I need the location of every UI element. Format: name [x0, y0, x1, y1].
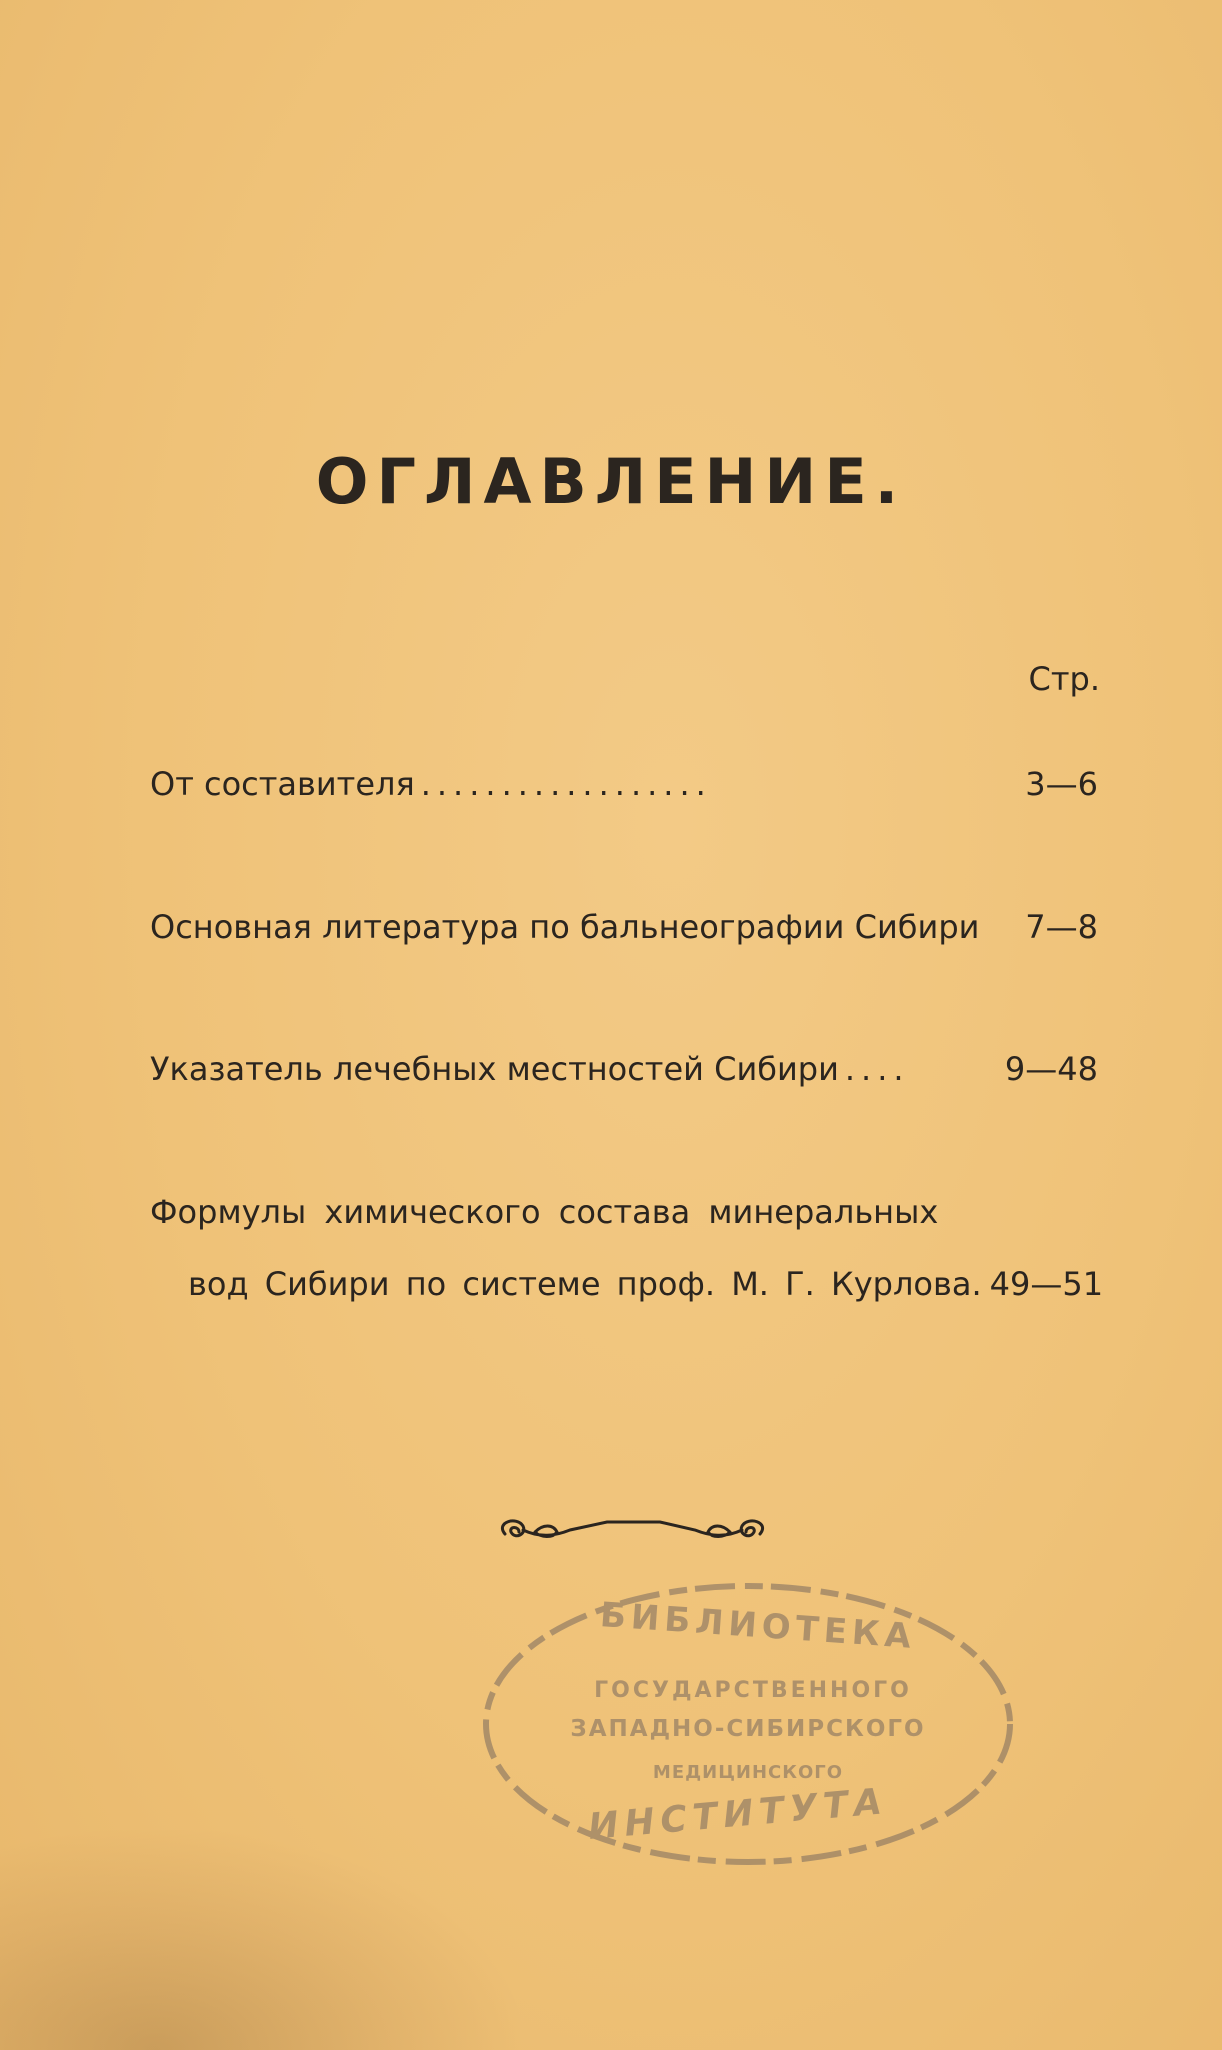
stamp-line: БИБЛИОТЕКА [598, 1595, 918, 1657]
toc-entry-title-line2: вод Сибири по системе проф. М. Г. Курлова. [188, 1265, 982, 1303]
stamp-line: ГОСУДАРСТВЕННОГО [594, 1678, 912, 1703]
toc-entry [150, 1193, 1098, 1231]
paper-stain [0, 1830, 520, 2050]
toc-entry-title: Основная литература по бальнеографии Сибири [150, 908, 980, 946]
toc-entry-title: От составителя [150, 765, 415, 803]
toc-entry-pages: 49—51 [989, 1265, 1104, 1303]
page-title: ОГЛАВЛЕНИЕ. [315, 445, 907, 518]
toc-leader: .... [844, 1050, 910, 1088]
toc-entry-pages: 3—6 [1025, 765, 1098, 803]
page-column-label: Стр. [1028, 660, 1100, 698]
ornament-divider-icon [495, 1512, 770, 1552]
stamp-line: ЗАПАДНО-СИБИРСКОГО [570, 1716, 926, 1742]
stamp-line: ИНСТИТУТА [586, 1781, 890, 1848]
toc-entry-continuation [188, 1265, 1104, 1303]
toc-entry-title-line1: Формулы химического состава минеральных [150, 1193, 939, 1231]
toc-entry-pages: 7—8 [1025, 908, 1098, 946]
library-stamp [478, 1578, 1018, 1870]
toc-entry-pages: 9—48 [1004, 1050, 1098, 1088]
stamp-line: МЕДИЦИНСКОГО [652, 1762, 844, 1783]
toc-entry [150, 765, 1098, 803]
toc-entry [150, 1050, 1098, 1088]
toc-leader: .................. [420, 765, 712, 803]
toc-entry [150, 908, 1098, 946]
toc-entry-title: Указатель лечебных местностей Сибири [150, 1050, 839, 1088]
